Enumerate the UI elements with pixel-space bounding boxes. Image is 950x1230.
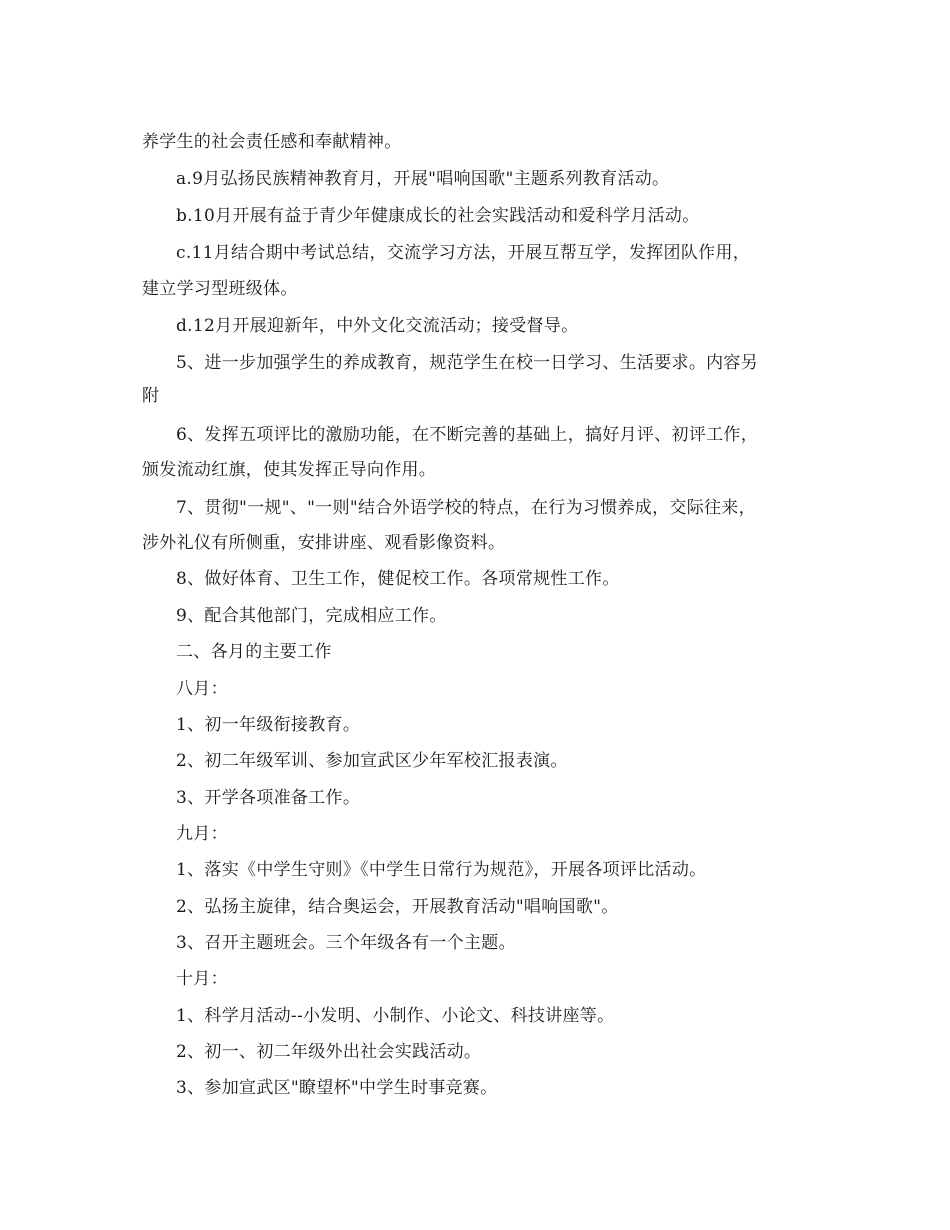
paragraph-line: 3、开学各项准备工作。 <box>176 788 361 808</box>
paragraph-line: 养学生的社会责任感和奉献精神。 <box>142 132 402 152</box>
section-heading: 二、各月的主要工作 <box>176 642 332 662</box>
paragraph-line: 2、初一、初二年级外出社会实践活动。 <box>176 1042 482 1062</box>
paragraph-line: 2、初二年级军训、参加宣武区少年军校汇报表演。 <box>176 751 568 771</box>
paragraph-line: 1、科学月活动--小发明、小制作、小论文、科技讲座等。 <box>176 1006 615 1026</box>
paragraph-line: 7、贯彻"一规"、"一则"结合外语学校的特点，在行为习惯养成，交际往来， <box>176 498 756 518</box>
paragraph-line: 8、做好体育、卫生工作，健促校工作。各项常规性工作。 <box>176 569 620 589</box>
paragraph-line: 2、弘扬主旋律，结合奥运会，开展教育活动"唱响国歌"。 <box>176 897 619 917</box>
paragraph-line: 颁发流动红旗，使其发挥正导向作用。 <box>142 460 437 480</box>
paragraph-line: 5、进一步加强学生的养成教育，规范学生在校一日学习、生活要求。内容另 <box>176 353 759 373</box>
paragraph-line: 1、初一年级衔接教育。 <box>176 715 361 735</box>
paragraph-line: b.10月开展有益于青少年健康成长的社会实践活动和爱科学月活动。 <box>176 206 700 226</box>
paragraph-line: a.9月弘扬民族精神教育月，开展"唱响国歌"主题系列教育活动。 <box>176 169 670 189</box>
paragraph-line: 1、落实《中学生守则》《中学生日常行为规范》，开展各项评比活动。 <box>176 860 707 880</box>
paragraph-line: 6、发挥五项评比的激励功能，在不断完善的基础上，搞好月评、初评工作， <box>176 425 759 445</box>
paragraph-line: 3、召开主题班会。三个年级各有一个主题。 <box>176 933 516 953</box>
paragraph-line: 涉外礼仪有所侧重，安排讲座、观看影像资料。 <box>142 533 506 553</box>
paragraph-line: 9、配合其他部门，完成相应工作。 <box>176 606 447 626</box>
paragraph-line: 建立学习型班级体。 <box>142 279 298 299</box>
month-heading: 九月： <box>176 824 228 844</box>
month-heading: 十月： <box>176 969 228 989</box>
paragraph-line: c.11月结合期中考试总结，交流学习方法，开展互帮互学，发挥团队作用， <box>176 243 751 263</box>
paragraph-line: d.12月开展迎新年，中外文化交流活动；接受督导。 <box>176 316 579 336</box>
paragraph-line: 3、参加宣武区"瞭望杯"中学生时事竞赛。 <box>176 1078 498 1098</box>
month-heading: 八月： <box>176 679 228 699</box>
paragraph-line: 附 <box>142 386 160 406</box>
